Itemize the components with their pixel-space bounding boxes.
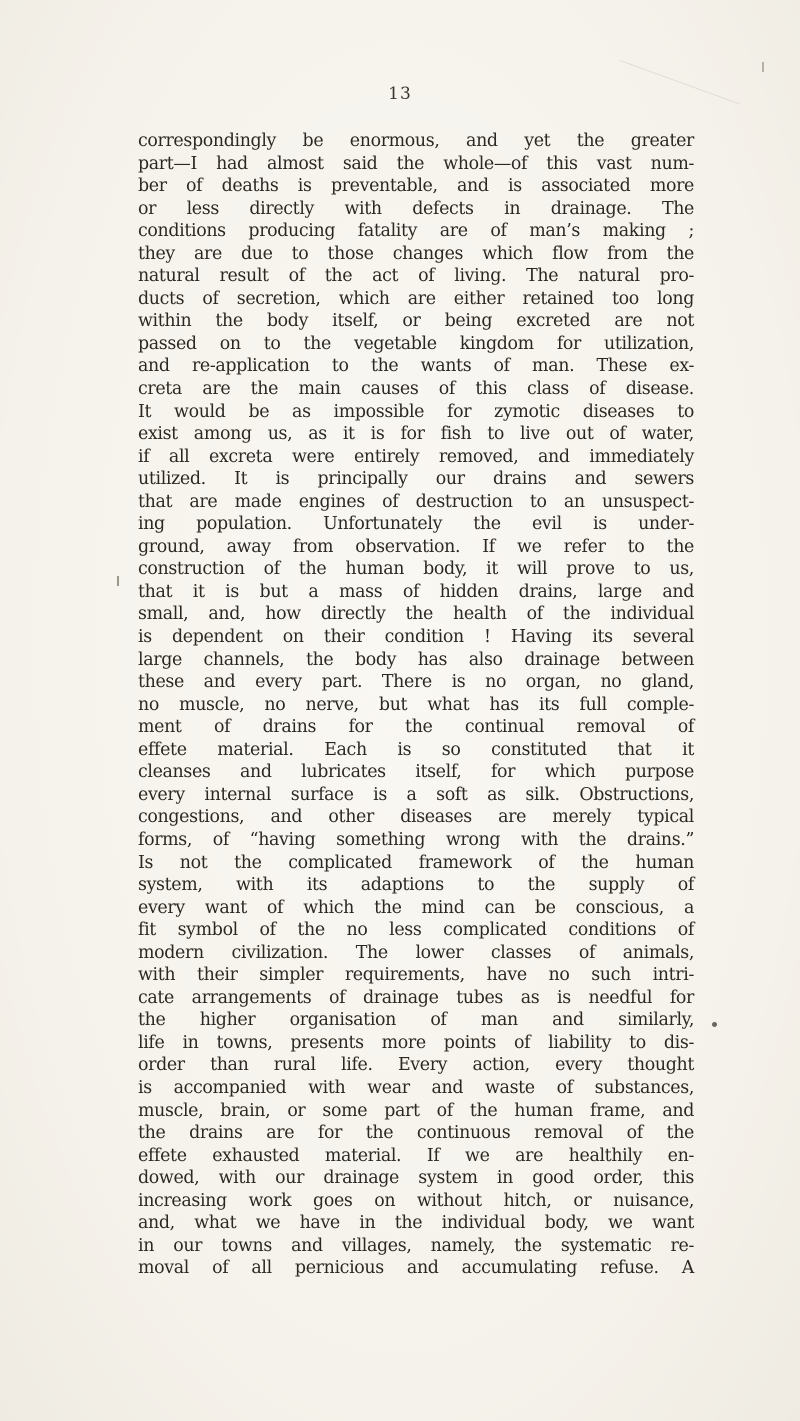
- text-line: or less directly with defects in drainage. The: [138, 198, 694, 219]
- text-line: in our towns and villages, namely, the systematic re-: [138, 1235, 694, 1256]
- text-line: increasing work goes on without hitch, or nuisance,: [138, 1190, 694, 1211]
- text-line: these and every part. There is no organ, no gland,: [138, 672, 694, 693]
- text-line: no muscle, no nerve, but what has its full comple-: [138, 694, 694, 715]
- text-line: natural result of the act of living. The natural pro-: [138, 266, 694, 287]
- text-line: ber of deaths is preventable, and is associated more: [138, 176, 694, 197]
- text-line: congestions, and other diseases are merely typical: [138, 807, 694, 828]
- text-line: utilized. It is principally our drains and sewers: [138, 469, 694, 490]
- text-line: that it is but a mass of hidden drains, large and: [138, 581, 694, 602]
- text-line: ment of drains for the continual removal of: [138, 717, 694, 738]
- text-line: ground, away from observation. If we refer to the: [138, 536, 694, 557]
- text-line: every want of which the mind can be conscious, a: [138, 897, 694, 918]
- text-line: creta are the main causes of this class of disease.: [138, 379, 694, 400]
- text-line: that are made engines of destruction to an unsuspect-: [138, 491, 694, 512]
- text-line: effete exhausted material. If we are healthily en-: [138, 1145, 694, 1166]
- text-line: and, what we have in the individual body, we want: [138, 1213, 694, 1234]
- text-line: construction of the human body, it will prove to us,: [138, 559, 694, 580]
- text-line: correspondingly be enormous, and yet the greater: [138, 131, 694, 151]
- body-text: [138, 130, 694, 1280]
- text-line: with their simpler requirements, have no such intri-: [138, 965, 694, 986]
- paper-mark: [762, 62, 764, 72]
- text-line: the higher organisation of man and similarly,: [138, 1010, 694, 1031]
- text-line: fit symbol of the no less complicated conditions of: [138, 920, 694, 941]
- text-line: small, and, how directly the health of the individual: [138, 604, 694, 625]
- text-line: modern civilization. The lower classes of animals,: [138, 942, 694, 963]
- text-line: is dependent on their condition ! Having its several: [138, 627, 694, 648]
- text-line: is accompanied with wear and waste of substances,: [138, 1077, 694, 1098]
- page-number: 13: [388, 84, 412, 104]
- text-line: cate arrangements of drainage tubes as is needful for: [138, 987, 694, 1008]
- text-line: effete material. Each is so constituted that it: [138, 739, 694, 760]
- text-line: life in towns, presents more points of liability to dis-: [138, 1032, 694, 1053]
- text-line: cleanses and lubricates itself, for which purpose: [138, 762, 694, 783]
- text-line: passed on to the vegetable kingdom for utilization,: [138, 333, 694, 354]
- text-line: if all excreta were entirely removed, and immediately: [138, 446, 694, 467]
- text-line: system, with its adaptions to the supply of: [138, 875, 694, 896]
- text-line: muscle, brain, or some part of the human frame, and: [138, 1100, 694, 1121]
- text-line: moval of all pernicious and accumulating refuse. A: [138, 1258, 694, 1279]
- text-line: It would be as impossible for zymotic diseases to: [138, 401, 694, 422]
- text-line: large channels, the body has also drainage between: [138, 649, 694, 670]
- text-line: the drains are for the continuous removal of the: [138, 1123, 694, 1144]
- ink-spot: [712, 1022, 717, 1027]
- text-line: forms, of “having something wrong with the drains.”: [138, 829, 694, 850]
- text-line: conditions producing fatality are of man’s making ;: [138, 221, 694, 242]
- margin-mark: [117, 576, 119, 586]
- text-line: every internal surface is a soft as silk. Obstructions,: [138, 784, 694, 805]
- text-line: ducts of secretion, which are either retained too long: [138, 288, 694, 309]
- text-line: ing population. Unfortunately the evil is under-: [138, 514, 694, 535]
- text-line: they are due to those changes which flow from the: [138, 243, 694, 264]
- text-line: dowed, with our drainage system in good order, this: [138, 1168, 694, 1189]
- text-line: and re-application to the wants of man. These ex-: [138, 356, 694, 377]
- text-line: order than rural life. Every action, every thought: [138, 1055, 694, 1076]
- text-line: Is not the complicated framework of the human: [138, 852, 694, 873]
- text-line: exist among us, as it is for fish to live out of water,: [138, 424, 694, 445]
- text-line: within the body itself, or being excreted are not: [138, 311, 694, 332]
- text-line: part—I had almost said the whole—of this vast num-: [138, 153, 694, 174]
